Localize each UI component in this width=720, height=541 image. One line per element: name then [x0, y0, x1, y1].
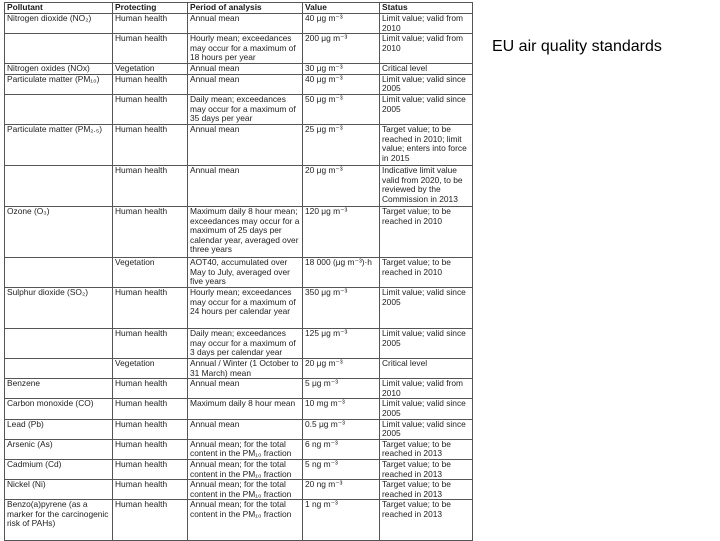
- pollutant-cell: [5, 358, 113, 378]
- period-cell: Annual mean: [188, 64, 303, 75]
- table-row: [5, 165, 473, 206]
- status-cell: Limit value; valid from 2010: [380, 34, 473, 64]
- protecting-cell: Human health: [113, 287, 188, 328]
- table-row: [5, 257, 473, 287]
- period-cell: Hourly mean; exceedances may occur for a maximum of 24 hours per calendar year: [188, 287, 303, 328]
- table-body: [5, 14, 473, 541]
- value-cell: 20 ng m⁻³: [303, 480, 380, 500]
- period-cell: Annual mean: [188, 165, 303, 206]
- period-cell: Hourly mean; exceedances may occur for a maximum of 18 hours per year: [188, 34, 303, 64]
- table-row: [5, 399, 473, 419]
- pollutant-cell: Benzo(a)pyrene (as a marker for the carcinogenic risk of PAHs): [5, 500, 113, 541]
- value-cell: 350 μg m⁻³: [303, 287, 380, 328]
- status-cell: Limit value; valid since 2005: [380, 399, 473, 419]
- value-cell: 10 mg m⁻³: [303, 399, 380, 419]
- pollutant-cell: [5, 34, 113, 64]
- status-cell: Target value; to be reached in 2013: [380, 439, 473, 459]
- value-cell: 30 μg m⁻³: [303, 64, 380, 75]
- table-row: [5, 459, 473, 479]
- value-cell: 40 μg m⁻³: [303, 74, 380, 94]
- status-cell: Target value; to be reached in 2013: [380, 500, 473, 541]
- header-pollutant: Pollutant: [5, 3, 113, 14]
- status-cell: Indicative limit value valid from 2020, to be reviewed by the Commission in 2013: [380, 165, 473, 206]
- value-cell: 1 ng m⁻³: [303, 500, 380, 541]
- pollutant-cell: Benzene: [5, 379, 113, 399]
- status-cell: Target value; to be reached in 2010; limit value; enters into force in 2015: [380, 124, 473, 165]
- protecting-cell: Vegetation: [113, 257, 188, 287]
- pollutant-cell: Particulate matter (PM₁₀): [5, 74, 113, 94]
- table-row: [5, 328, 473, 358]
- protecting-cell: Vegetation: [113, 358, 188, 378]
- status-cell: Limit value; valid from 2010: [380, 379, 473, 399]
- period-cell: Annual mean: [188, 419, 303, 439]
- status-cell: Limit value; valid since 2005: [380, 94, 473, 124]
- header-protecting: Protecting: [113, 3, 188, 14]
- table-row: [5, 480, 473, 500]
- period-cell: Annual mean; for the total content in the PM₁₀ fraction: [188, 480, 303, 500]
- protecting-cell: Human health: [113, 74, 188, 94]
- status-cell: Critical level: [380, 358, 473, 378]
- pollutant-cell: [5, 257, 113, 287]
- status-cell: Target value; to be reached in 2013: [380, 459, 473, 479]
- period-cell: Annual mean: [188, 74, 303, 94]
- table-row: [5, 358, 473, 378]
- value-cell: 125 μg m⁻³: [303, 328, 380, 358]
- header-value: Value: [303, 3, 380, 14]
- slide-title: EU air quality standards: [492, 38, 662, 55]
- table-row: [5, 94, 473, 124]
- protecting-cell: Human health: [113, 206, 188, 257]
- period-cell: Daily mean; exceedances may occur for a maximum of 3 days per calendar year: [188, 328, 303, 358]
- protecting-cell: Human health: [113, 34, 188, 64]
- pollutant-cell: Sulphur dioxide (SO₂): [5, 287, 113, 328]
- period-cell: Annual mean: [188, 124, 303, 165]
- protecting-cell: Human health: [113, 94, 188, 124]
- value-cell: 18 000 (μg m⁻³)·h: [303, 257, 380, 287]
- pollutant-cell: Nitrogen oxides (NOx): [5, 64, 113, 75]
- status-cell: Target value; to be reached in 2013: [380, 480, 473, 500]
- pollutant-cell: Lead (Pb): [5, 419, 113, 439]
- table-row: [5, 64, 473, 75]
- period-cell: Annual mean; for the total content in the PM₁₀ fraction: [188, 500, 303, 541]
- period-cell: Annual / Winter (1 October to 31 March) mean: [188, 358, 303, 378]
- period-cell: Maximum daily 8 hour mean; exceedances may occur for a maximum of 25 days per calendar year, averaged over three years: [188, 206, 303, 257]
- status-cell: Limit value; valid since 2005: [380, 287, 473, 328]
- table-row: [5, 14, 473, 34]
- table-row: [5, 500, 473, 541]
- table-row: [5, 379, 473, 399]
- value-cell: 120 μg m⁻³: [303, 206, 380, 257]
- table-header-row: [5, 3, 473, 14]
- status-cell: Limit value; valid from 2010: [380, 14, 473, 34]
- pollutant-cell: Carbon monoxide (CO): [5, 399, 113, 419]
- value-cell: 6 ng m⁻³: [303, 439, 380, 459]
- status-cell: Limit value; valid since 2005: [380, 328, 473, 358]
- table-row: [5, 419, 473, 439]
- protecting-cell: Human health: [113, 14, 188, 34]
- value-cell: 0.5 μg m⁻³: [303, 419, 380, 439]
- period-cell: Annual mean: [188, 379, 303, 399]
- period-cell: Annual mean; for the total content in the PM₁₀ fraction: [188, 459, 303, 479]
- protecting-cell: Human health: [113, 399, 188, 419]
- period-cell: Annual mean: [188, 14, 303, 34]
- period-cell: Daily mean; exceedances may occur for a maximum of 35 days per year: [188, 94, 303, 124]
- air-quality-standards-table: [4, 2, 473, 541]
- value-cell: 5 ng m⁻³: [303, 459, 380, 479]
- pollutant-cell: Arsenic (As): [5, 439, 113, 459]
- status-cell: Limit value; valid since 2005: [380, 74, 473, 94]
- pollutant-cell: [5, 94, 113, 124]
- status-cell: Limit value; valid since 2005: [380, 419, 473, 439]
- value-cell: 20 μg m⁻³: [303, 358, 380, 378]
- protecting-cell: Human health: [113, 328, 188, 358]
- pollutant-cell: Cadmium (Cd): [5, 459, 113, 479]
- status-cell: Target value; to be reached in 2010: [380, 206, 473, 257]
- period-cell: Annual mean; for the total content in the PM₁₀ fraction: [188, 439, 303, 459]
- value-cell: 5 μg m⁻³: [303, 379, 380, 399]
- header-status: Status: [380, 3, 473, 14]
- protecting-cell: Human health: [113, 379, 188, 399]
- value-cell: 40 μg m⁻³: [303, 14, 380, 34]
- protecting-cell: Human health: [113, 419, 188, 439]
- pollutant-cell: [5, 165, 113, 206]
- period-cell: Maximum daily 8 hour mean: [188, 399, 303, 419]
- protecting-cell: Human health: [113, 124, 188, 165]
- pollutant-cell: Ozone (O₃): [5, 206, 113, 257]
- table-row: [5, 34, 473, 64]
- value-cell: 50 μg m⁻³: [303, 94, 380, 124]
- table-row: [5, 439, 473, 459]
- value-cell: 200 μg m⁻³: [303, 34, 380, 64]
- protecting-cell: Human health: [113, 165, 188, 206]
- table-row: [5, 124, 473, 165]
- pollutant-cell: Nitrogen dioxide (NO₂): [5, 14, 113, 34]
- protecting-cell: Human health: [113, 459, 188, 479]
- status-cell: Target value; to be reached in 2010: [380, 257, 473, 287]
- table-row: [5, 287, 473, 328]
- table-row: [5, 74, 473, 94]
- pollutant-cell: [5, 328, 113, 358]
- pollutant-cell: Particulate matter (PM₂.₅): [5, 124, 113, 165]
- header-period: Period of analysis: [188, 3, 303, 14]
- protecting-cell: Human health: [113, 439, 188, 459]
- period-cell: AOT40, accumulated over May to July, averaged over five years: [188, 257, 303, 287]
- protecting-cell: Human health: [113, 500, 188, 541]
- status-cell: Critical level: [380, 64, 473, 75]
- value-cell: 20 μg m⁻³: [303, 165, 380, 206]
- protecting-cell: Human health: [113, 480, 188, 500]
- pollutant-cell: Nickel (Ni): [5, 480, 113, 500]
- value-cell: 25 μg m⁻³: [303, 124, 380, 165]
- table-row: [5, 206, 473, 257]
- protecting-cell: Vegetation: [113, 64, 188, 75]
